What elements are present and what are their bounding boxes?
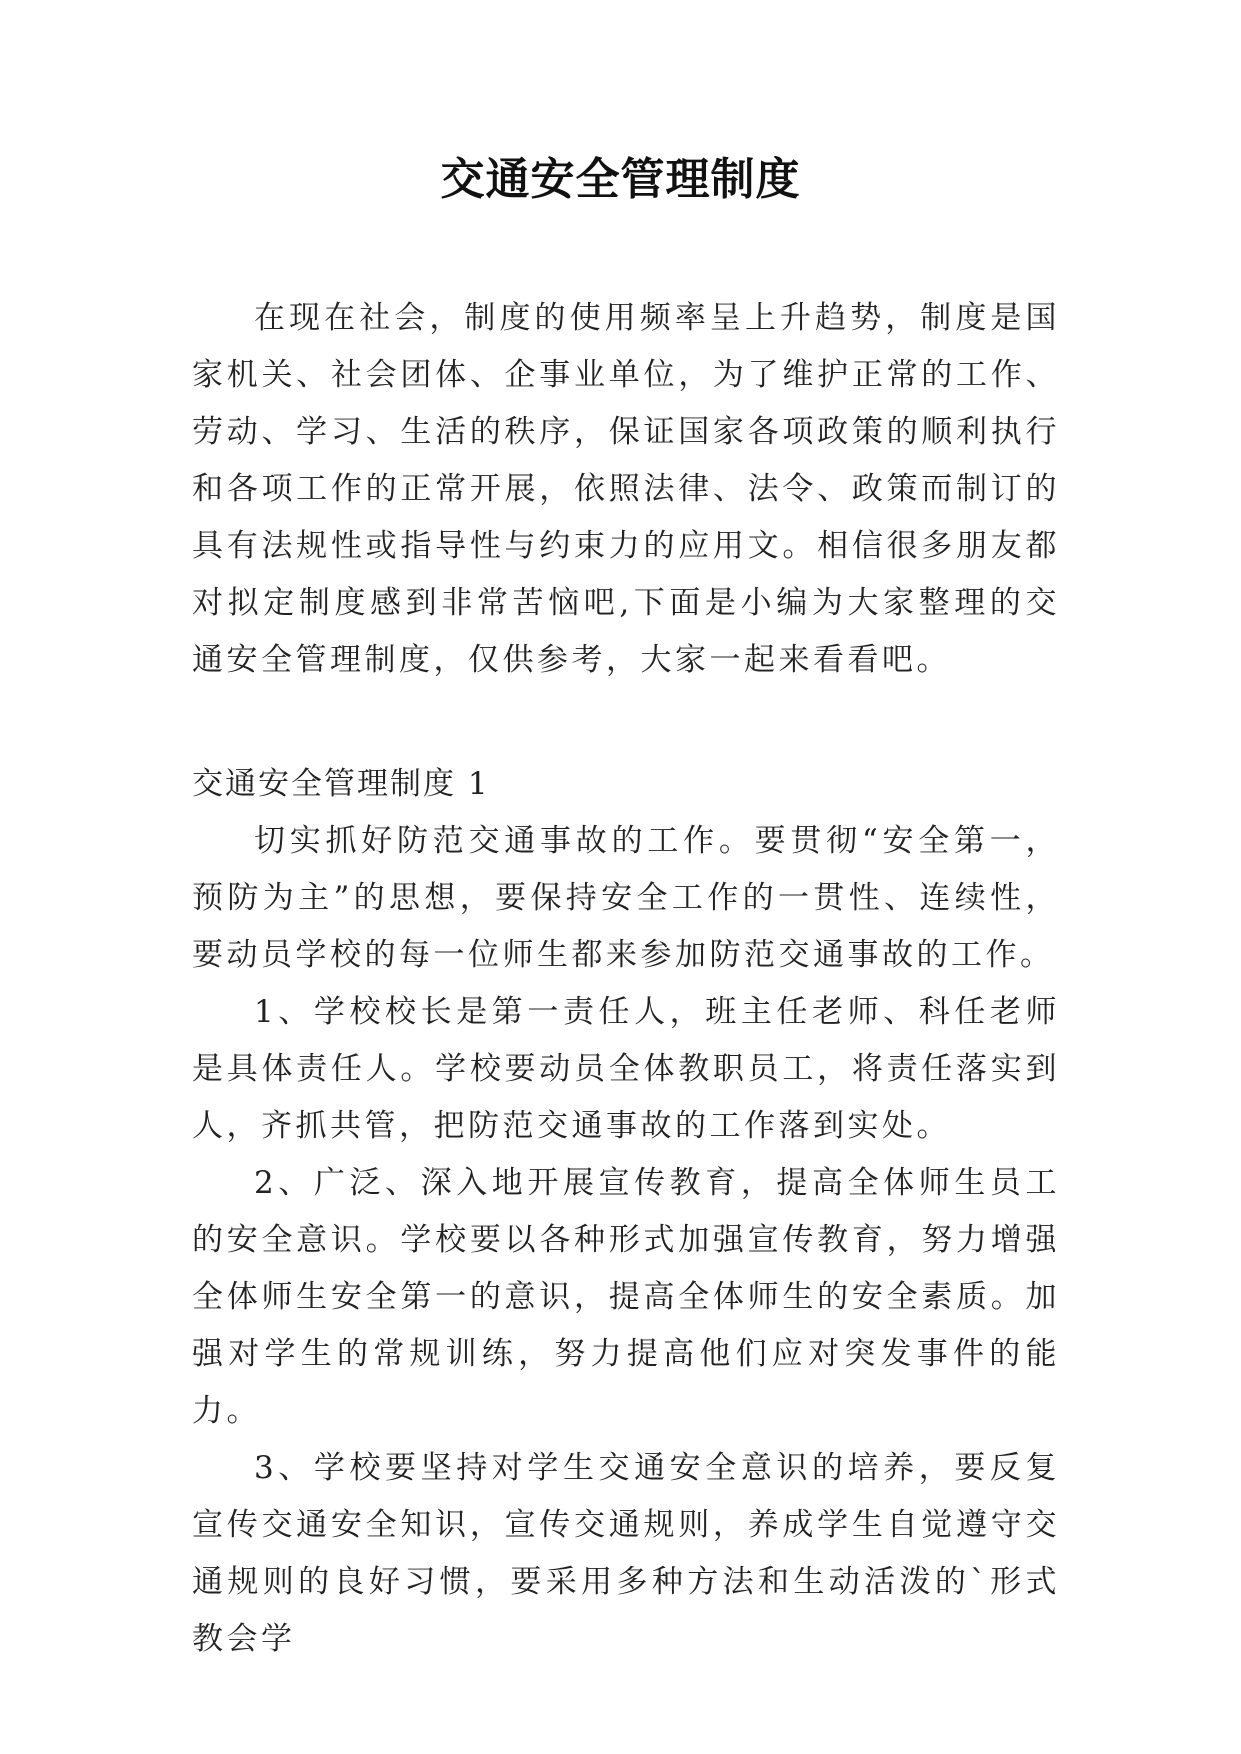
intro-paragraph: 在现在社会，制度的使用频率呈上升趋势，制度是国家机关、社会团体、企事业单位，为了维护正常的工作、劳动、学习、生活的秩序，保证国家各项政策的顺利执行和各项工作的正常开展，依照法律、法令、政策而制订的具有法规性或指导性与约束力的应用文。相信很多朋友都对拟定制度感到非常苦恼吧,下面是小编为大家整理的交通安全管理制度，仅供参考，大家一起来看看吧。 xyxy=(192,300,1060,678)
section-heading: 交通安全管理制度 1 xyxy=(192,766,490,802)
section-paragraph: 2、广泛、深入地开展宣传教育，提高全体师生员工的安全意识。学校要以各种形式加强宣传教育，努力增强全体师生安全第一的意识，提高全体师生的安全素质。加强对学生的常规训练，努力提高他们应对突发事件的能力。 xyxy=(192,1165,1060,1429)
section-paragraph: 切实抓好防范交通事故的工作。要贯彻“安全第一，预防为主”的思想，要保持安全工作的一贯性、连续性，要动员学校的每一位师生都来参加防范交通事故的工作。 xyxy=(192,823,1060,973)
document-title: 交通安全管理制度 xyxy=(440,154,801,205)
intro-block xyxy=(192,290,1060,689)
section-1 xyxy=(192,756,1060,1668)
section-paragraph: 3、学校要坚持对学生交通安全意识的培养，要反复宣传交通安全知识，宣传交通规则，养成学生自觉遵守交通规则的良好习惯，要采用多种方法和生动活泼的`形式教会学 xyxy=(192,1450,1060,1657)
section-paragraph: 1、学校校长是第一责任人，班主任老师、科任老师是具体责任人。学校要动员全体教职员工，将责任落实到人，齐抓共管，把防范交通事故的工作落到实处。 xyxy=(192,994,1060,1144)
